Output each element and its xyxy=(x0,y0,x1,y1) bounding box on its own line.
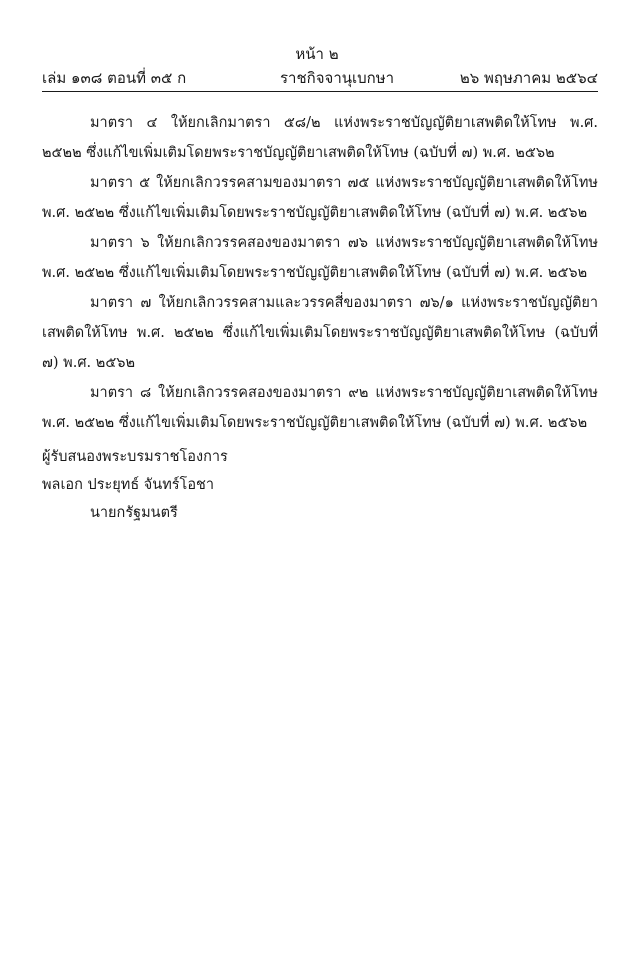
signature-block xyxy=(42,443,228,527)
page-number: หน้า ๒ xyxy=(295,45,339,63)
signatory-title: นายกรัฐมนตรี xyxy=(90,505,178,521)
publication-date: ๒๖ พฤษภาคม ๒๕๖๔ xyxy=(459,69,598,87)
gazette-header xyxy=(42,66,598,86)
law-sections xyxy=(42,108,598,438)
section-7: มาตรา ๗ ให้ยกเลิกวรรคสามและวรรคสี่ของมาตรา ๗๖/๑ แห่งพระราชบัญญัติยาเสพติดให้โทษ พ.ศ. ๒๕๒๒ ซึ่งแก้ไขเพิ่มเติมโดยพระราชบัญญัติยาเสพติดให้โทษ (ฉบับที่ ๗) พ.ศ. ๒๕๖๒ xyxy=(42,295,598,371)
section-6: มาตรา ๖ ให้ยกเลิกวรรคสองของมาตรา ๗๖ แห่งพระราชบัญญัติยาเสพติดให้โทษ พ.ศ. ๒๕๒๒ ซึ่งแก้ไขเพิ่มเติมโดยพระราชบัญญัติยาเสพติดให้โทษ (ฉบับที่ ๗) พ.ศ. ๒๕๖๒ xyxy=(42,235,598,281)
header-divider xyxy=(42,91,598,92)
countersign-label: ผู้รับสนองพระบรมราชโองการ xyxy=(42,449,228,465)
section-4: มาตรา ๔ ให้ยกเลิกมาตรา ๕๘/๒ แห่งพระราชบัญญัติยาเสพติดให้โทษ พ.ศ. ๒๕๒๒ ซึ่งแก้ไขเพิ่มเติมโดยพระราชบัญญัติยาเสพติดให้โทษ (ฉบับที่ ๗) พ.ศ. ๒๕๖๒ xyxy=(42,115,598,161)
signatory-name: พลเอก ประยุทธ์ จันทร์โอชา xyxy=(42,477,215,493)
section-5: มาตรา ๕ ให้ยกเลิกวรรคสามของมาตรา ๗๕ แห่งพระราชบัญญัติยาเสพติดให้โทษ พ.ศ. ๒๕๒๒ ซึ่งแก้ไขเพิ่มเติมโดยพระราชบัญญัติยาเสพติดให้โทษ (ฉบับที่ ๗) พ.ศ. ๒๕๖๒ xyxy=(42,175,598,221)
publication-title: ราชกิจจานุเบกษา xyxy=(280,69,395,87)
section-8: มาตรา ๘ ให้ยกเลิกวรรคสองของมาตรา ๙๒ แห่งพระราชบัญญัติยาเสพติดให้โทษ พ.ศ. ๒๕๒๒ ซึ่งแก้ไขเพิ่มเติมโดยพระราชบัญญัติยาเสพติดให้โทษ (ฉบับที่ ๗) พ.ศ. ๒๕๖๒ xyxy=(42,385,598,431)
volume-issue: เล่ม ๑๓๘ ตอนที่ ๓๕ ก xyxy=(42,69,187,87)
